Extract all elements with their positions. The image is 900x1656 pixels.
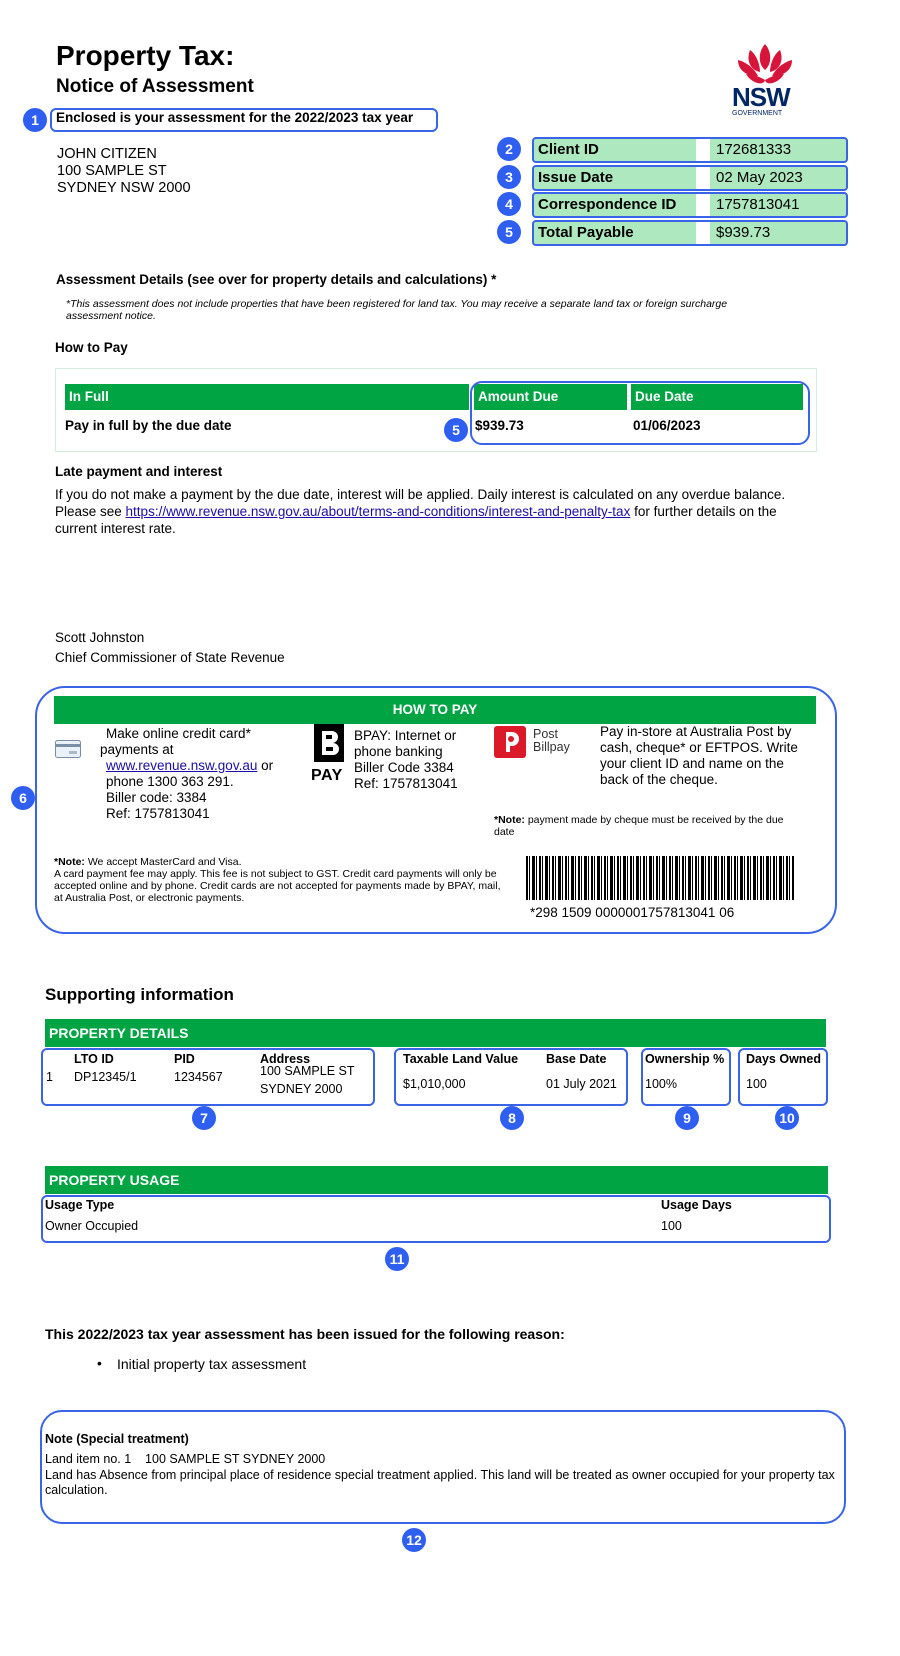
marker-9: 9 — [675, 1106, 699, 1130]
reason-item: Initial property tax assessment — [117, 1356, 307, 1372]
base-date-value: 01 July 2021 — [546, 1077, 617, 1091]
usage-days-value: 100 — [661, 1219, 682, 1233]
property-usage-banner: PROPERTY USAGE — [45, 1166, 828, 1194]
address-line1: 100 SAMPLE ST — [57, 163, 167, 179]
post-billpay-label — [533, 728, 570, 754]
late-text — [55, 486, 815, 537]
bpay-label: PAY — [311, 767, 343, 784]
enclosed-text: Enclosed is your assessment for the 2022/2023 tax year — [56, 110, 414, 125]
taxable-value-header: Taxable Land Value — [403, 1052, 519, 1066]
card-line-2: payments at — [100, 742, 174, 757]
bpay-line-1: BPAY: Internet or — [354, 728, 457, 743]
client-id-value: 172681333 — [716, 141, 792, 158]
days-owned-header: Days Owned — [746, 1052, 822, 1066]
card-line-1: Make online credit card* — [106, 726, 251, 741]
nsw-logo-sub: GOVERNMENT — [732, 110, 783, 117]
note-line-1: Land item no. 1 100 SAMPLE ST SYDNEY 2000 — [45, 1452, 326, 1466]
total-payable-value: $939.73 — [716, 224, 771, 241]
client-id-label: Client ID — [538, 141, 599, 158]
pid-header: PID — [174, 1052, 195, 1066]
credit-card-icon — [55, 740, 81, 763]
usage-type-header: Usage Type — [45, 1198, 115, 1212]
card-line-5: Ref: 1757813041 — [106, 806, 210, 821]
payment-barcode — [526, 856, 794, 900]
reason-heading: This 2022/2023 tax year assessment has been issued for the following reason: — [45, 1326, 565, 1342]
correspondence-id-label: Correspondence ID — [538, 196, 677, 213]
interest-link[interactable]: https://www.revenue.nsw.gov.au/about/terms-and-conditions/interest-and-penalty-tax — [125, 504, 631, 519]
card-line-3: phone 1300 363 291. — [106, 774, 234, 789]
waratah-icon — [720, 40, 810, 88]
assessment-heading: Assessment Details (see over for property details and calculations) * — [56, 272, 497, 287]
how-to-pay-heading: How to Pay — [55, 340, 128, 355]
lto-id-header: LTO ID — [74, 1052, 114, 1066]
bpay-line-4: Ref: 1757813041 — [354, 776, 458, 791]
bpay-b-icon — [311, 724, 347, 762]
special-treatment-box — [40, 1410, 846, 1524]
marker-10: 10 — [775, 1106, 799, 1130]
property-address-1: 100 SAMPLE ST — [260, 1064, 355, 1078]
supporting-heading: Supporting information — [45, 985, 234, 1004]
correspondence-id-row — [532, 192, 848, 218]
property-row-number: 1 — [46, 1070, 53, 1084]
total-payable-label: Total Payable — [538, 224, 634, 241]
nsw-logo-text: NSW — [732, 82, 790, 112]
bpay-text — [354, 728, 458, 792]
pid-value: 1234567 — [174, 1070, 223, 1084]
marker-4: 4 — [497, 192, 521, 216]
ownership-header: Ownership % — [645, 1052, 725, 1066]
signatory-name: Scott Johnston — [55, 630, 145, 645]
bpay-line-3: Biller Code 3384 — [354, 760, 454, 775]
card-line-4: Biller code: 3384 — [106, 790, 207, 805]
card-note-bold: *Note: — [54, 856, 85, 868]
post-text: Pay in-store at Australia Post by cash, cheque* or EFTPOS. Write your client ID and name on the back of the cheque. — [600, 724, 798, 787]
post-label-1: Post — [533, 727, 559, 741]
late-text-2: for further details on the current interest rate. — [55, 504, 777, 536]
payment-highlight — [470, 381, 810, 445]
taxable-value: $1,010,000 — [403, 1077, 466, 1091]
signatory-title: Chief Commissioner of State Revenue — [55, 650, 285, 665]
base-date-header: Base Date — [546, 1052, 607, 1066]
cheque-note-bold: *Note: — [494, 814, 525, 826]
usage-type-value: Owner Occupied — [45, 1219, 139, 1233]
marker-3: 3 — [497, 165, 521, 189]
total-payable-row — [532, 220, 848, 246]
cheque-note — [494, 814, 804, 838]
late-text-1: If you do not make a payment by the due date, interest will be applied. Daily interest is calculated on any overdue balance. Please see — [55, 487, 786, 519]
page-subtitle: Notice of Assessment — [56, 76, 254, 97]
card-note-line-2: A card payment fee may apply. This fee is not subject to GST. Credit card payments will only be accepted online and by phone. Credit cards are not accepted for payments made by BPAY, mail, at Australia Post, or electronic payments. — [54, 868, 501, 904]
note-heading: Note (Special treatment) — [45, 1432, 189, 1446]
payment-col-in-full: In Full — [65, 384, 469, 410]
how-to-pay-banner: HOW TO PAY — [54, 696, 816, 724]
payment-due-date: 01/06/2023 — [633, 418, 701, 433]
auspost-icon — [494, 726, 526, 758]
revenue-link[interactable]: www.revenue.nsw.gov.au — [106, 758, 258, 773]
card-note — [54, 856, 504, 904]
address-line2: SYDNEY NSW 2000 — [57, 180, 191, 196]
payment-amount: $939.73 — [475, 418, 524, 433]
bpay-logo — [311, 724, 347, 782]
address-header: Address — [260, 1052, 311, 1066]
property-details-banner: PROPERTY DETAILS — [45, 1019, 826, 1047]
marker-1: 1 — [23, 108, 47, 132]
assessment-note: *This assessment does not include properties that have been registered for land tax. You may receive a separate land tax or foreign surcharge assessment notice. — [66, 298, 728, 322]
days-owned-value: 100 — [746, 1077, 767, 1091]
barcode-number: *298 1509 0000001757813041 06 — [530, 905, 735, 920]
card-or: or — [257, 758, 274, 773]
lto-id-value: DP12345/1 — [74, 1070, 137, 1084]
card-note-line-1: We accept MasterCard and Visa. — [84, 856, 242, 868]
cheque-note-text: payment made by cheque must be received by the due date — [494, 814, 784, 838]
ownership-value: 100% — [645, 1077, 677, 1091]
property-address-2: SYDNEY 2000 — [260, 1082, 343, 1096]
payment-col-amount: Amount Due — [474, 384, 627, 410]
mailing-address — [57, 146, 191, 197]
card-payment-text — [100, 726, 273, 822]
bpay-line-2: phone banking — [354, 744, 443, 759]
address-name: JOHN CITIZEN — [57, 146, 157, 162]
reason-bullet: • — [97, 1355, 102, 1371]
marker-7: 7 — [192, 1106, 216, 1130]
marker-12: 12 — [402, 1528, 426, 1552]
marker-11: 11 — [385, 1247, 409, 1271]
late-heading: Late payment and interest — [55, 464, 223, 479]
page-title: Property Tax: — [56, 40, 235, 71]
marker-5b: 5 — [444, 418, 468, 442]
issue-date-label: Issue Date — [538, 169, 614, 186]
payment-col-due: Due Date — [631, 384, 803, 410]
note-line-2: Land has Absence from principal place of residence special treatment applied. This land will be treated as owner occupied for your property tax calculation. — [45, 1468, 835, 1497]
marker-5: 5 — [497, 220, 521, 244]
nsw-logo — [720, 40, 810, 120]
post-label-2: Billpay — [533, 740, 570, 754]
correspondence-id-value: 1757813041 — [716, 196, 800, 213]
marker-8: 8 — [500, 1106, 524, 1130]
payment-row-label: Pay in full by the due date — [65, 418, 232, 433]
usage-days-header: Usage Days — [661, 1198, 732, 1212]
marker-2: 2 — [497, 137, 521, 161]
marker-6: 6 — [11, 786, 35, 810]
issue-date-value: 02 May 2023 — [716, 169, 803, 186]
issue-date-row — [532, 165, 848, 191]
client-id-row — [532, 137, 848, 163]
